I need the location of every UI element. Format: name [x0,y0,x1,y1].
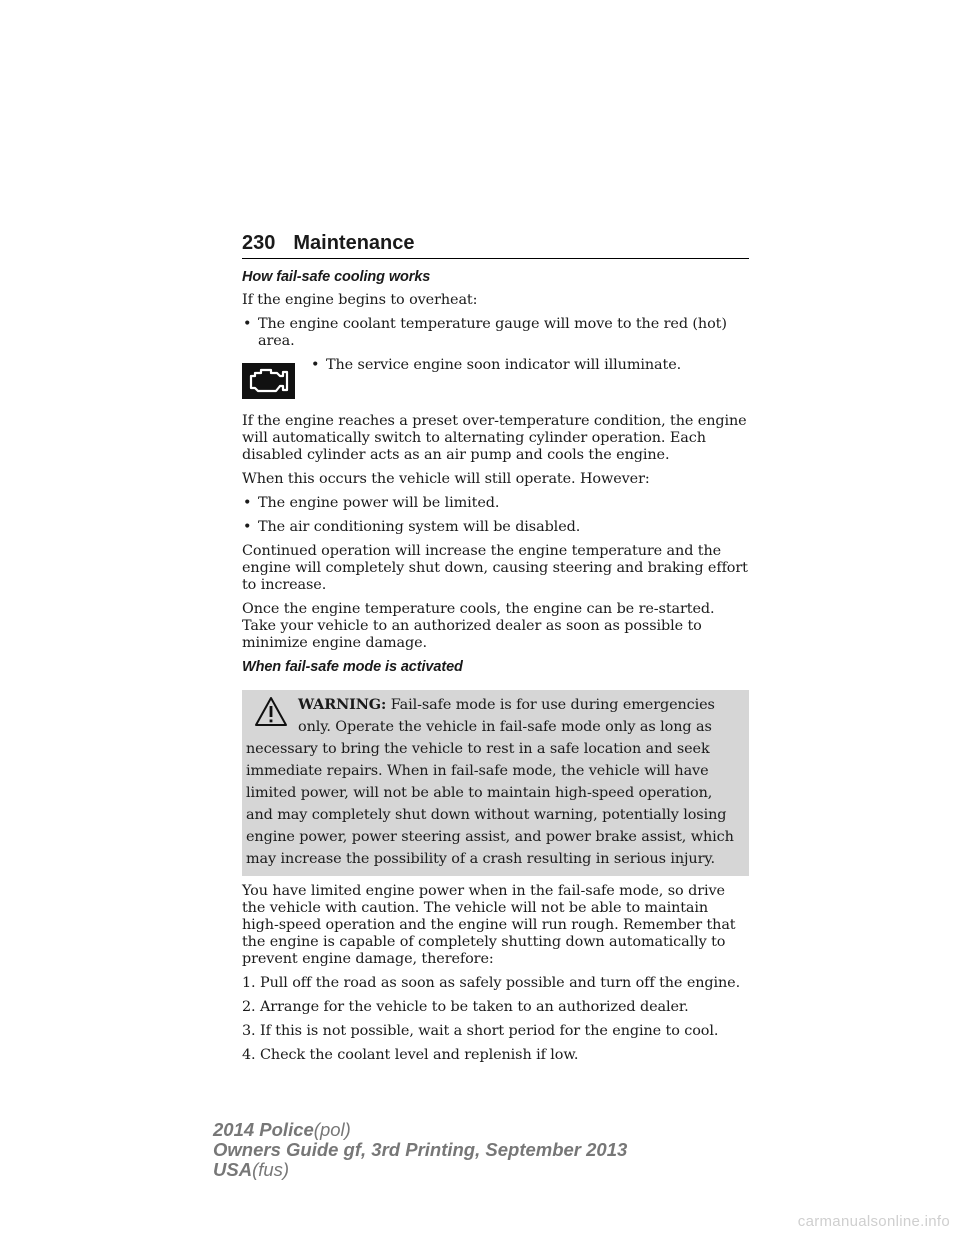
footer-market-code: (fus) [252,1159,290,1180]
page-header [242,230,749,259]
section-title: Maintenance [293,232,415,254]
paragraph: If the engine begins to overheat: [242,292,478,308]
footer-line: Owners Guide gf, 3rd Printing, September 2013 [213,1139,628,1160]
paragraph: Once the engine temperature cools, the engine can be re-started. Take your vehicle to an authorized dealer as soon as possible to minimize engine damage. [242,601,715,651]
step-item: 1. Pull off the road as soon as safely possible and turn off the engine. [242,975,741,991]
footer-market: USA [213,1159,253,1180]
indicator-row [242,357,749,399]
footer-model: 2014 Police [213,1119,314,1140]
bullet-item: • The air conditioning system will be disabled. [242,519,749,536]
bullet-item: • The engine coolant temperature gauge will move to the red (hot) area. [242,316,749,350]
bullet-item: • The engine power will be limited. [242,495,749,512]
paragraph: You have limited engine power when in the fail-safe mode, so drive the vehicle with caution. The vehicle will not be able to maintain high-speed operation and the engine will run rough. Remember that the engine is capable of completely shutting down automatically to prevent engine damage, therefore: [242,883,736,967]
subheading-fail-safe-cooling: How fail-safe cooling works [242,269,431,285]
footer-line [213,1120,627,1140]
bullet-item: • The service engine soon indicator will illuminate. [310,357,681,374]
paragraph: When this occurs the vehicle will still operate. However: [242,471,650,487]
page-number: 230 [242,232,276,254]
footer-model-code: (pol) [313,1119,351,1140]
check-engine-icon [242,363,295,399]
page-content [242,269,749,1071]
watermark: carmanualsonline.info [797,1213,950,1230]
step-item: 4. Check the coolant level and replenish if low. [242,1047,579,1063]
warning-triangle-icon [254,696,288,728]
warning-box [242,690,749,876]
footer-line [213,1160,627,1180]
step-item: 2. Arrange for the vehicle to be taken to an authorized dealer. [242,999,689,1015]
warning-label: WARNING: [298,696,387,713]
paragraph: If the engine reaches a preset over-temperature condition, the engine will automatically switch to alternating cylinder operation. Each disabled cylinder acts as an air pump and cools the engine. [242,413,747,463]
warning-text: Fail-safe mode is for use during emergencies only. Operate the vehicle in fail-safe mode only as long as necessary to bring the vehicle to rest in a safe location and seek immediate repairs. When in fail-safe mode, the vehicle will have limited power, will not be able to maintain high-speed operation, and may completely shut down without warning, potentially losing engine power, power steering assist, and power brake assist, which may increase the possibility of a crash resulting in serious injury. [246,697,734,867]
page-footer [213,1120,627,1180]
subheading-fail-safe-activated: When fail-safe mode is activated [242,659,463,675]
step-item: 3. If this is not possible, wait a short period for the engine to cool. [242,1023,719,1039]
paragraph: Continued operation will increase the engine temperature and the engine will completely shut down, causing steering and braking effort to increase. [242,543,748,593]
